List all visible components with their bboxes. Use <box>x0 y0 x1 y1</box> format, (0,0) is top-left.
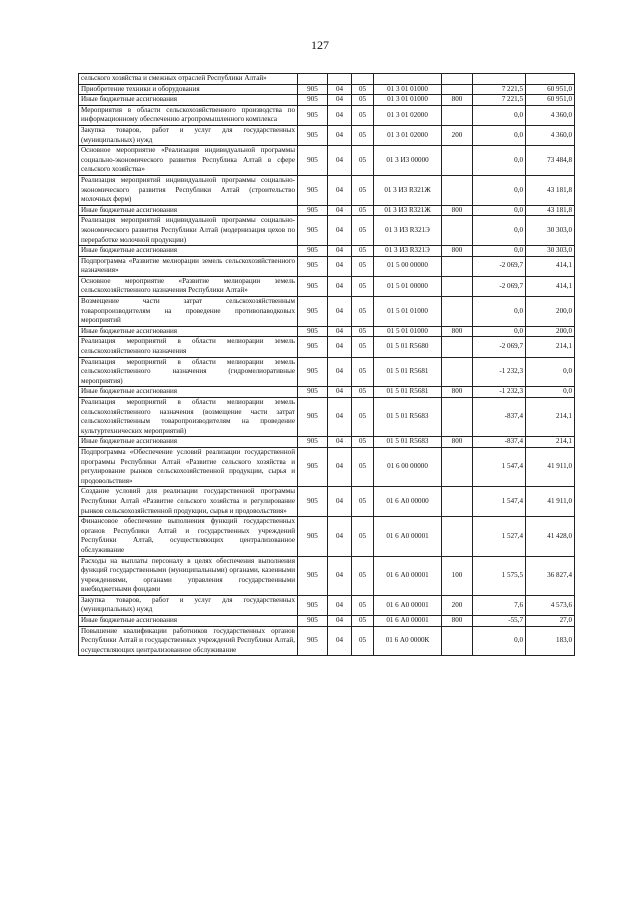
target-article-code: 01 5 01 00000 <box>374 276 442 296</box>
expense-type-code: 100 <box>442 556 473 595</box>
amount-total: 41 428,0 <box>526 517 575 556</box>
target-article-code: 01 6 А0 00001 <box>374 517 442 556</box>
amount-total: 36 827,4 <box>526 556 575 595</box>
expense-name: Иные бюджетные ассигнования <box>79 326 298 337</box>
table-row <box>79 595 575 615</box>
amount-total: 214,1 <box>526 398 575 437</box>
expense-type-code <box>442 357 473 387</box>
subsection-code: 05 <box>352 337 374 357</box>
table-row <box>79 398 575 437</box>
expense-type-code <box>442 256 473 276</box>
amount-total: 4 360,0 <box>526 125 575 145</box>
target-article-code: 01 3 И3 R321Э <box>374 216 442 246</box>
expense-type-code: 800 <box>442 246 473 257</box>
target-article-code: 01 6 00 00000 <box>374 447 442 486</box>
subsection-code: 05 <box>352 595 374 615</box>
section-code: 04 <box>328 105 352 125</box>
amount-change: 1 547,4 <box>473 447 526 486</box>
table-row <box>79 326 575 337</box>
amount-change: 0,0 <box>473 297 526 327</box>
amount-change: -2 069,7 <box>473 256 526 276</box>
target-article-code: 01 6 А0 0000К <box>374 626 442 656</box>
amount-total: 200,0 <box>526 326 575 337</box>
table-row <box>79 216 575 246</box>
section-code: 04 <box>328 447 352 486</box>
expense-name: Финансовое обеспечение выполнения функций государственных органов Республики Алтай и государственных учреждений Республики Алтай, осуществляющих централизованное обслуживание <box>79 517 298 556</box>
ministry-code: 905 <box>298 105 328 125</box>
target-article-code: 01 3 01 02000 <box>374 105 442 125</box>
section-code: 04 <box>328 337 352 357</box>
target-article-code: 01 3 01 02000 <box>374 125 442 145</box>
expense-type-code <box>442 175 473 205</box>
amount-total: 27,0 <box>526 616 575 627</box>
expense-name: Иные бюджетные ассигнования <box>79 387 298 398</box>
table-row <box>79 175 575 205</box>
ministry-code: 905 <box>298 146 328 176</box>
amount-change: 0,0 <box>473 105 526 125</box>
expense-type-code <box>442 517 473 556</box>
subsection-code: 05 <box>352 626 374 656</box>
ministry-code: 905 <box>298 175 328 205</box>
amount-change: 0,0 <box>473 246 526 257</box>
expense-name: Расходы на выплаты персоналу в целях обеспечения выполнения функций государственными (муниципальными) органами, казенными учреждениями, органами управления государственными внебюджетными фондами <box>79 556 298 595</box>
expense-name: Повышение квалификации работников государственных органов Республики Алтай и государственных учреждений Республики Алтай, осуществляющих централизованное обслуживание <box>79 626 298 656</box>
amount-total: 41 911,0 <box>526 487 575 517</box>
subsection-code: 05 <box>352 105 374 125</box>
expense-name: Закупка товаров, работ и услуг для государственных (муниципальных) нужд <box>79 125 298 145</box>
ministry-code: 905 <box>298 276 328 296</box>
subsection-code: 05 <box>352 398 374 437</box>
expense-name: Реализация мероприятий индивидуальной программы социально-экономического развития Республики Алтай (модернизация цехов по переработке молочной продукции) <box>79 216 298 246</box>
ministry-code: 905 <box>298 387 328 398</box>
amount-total: 214,1 <box>526 337 575 357</box>
amount-change: 0,0 <box>473 125 526 145</box>
amount-total: 30 303,0 <box>526 246 575 257</box>
amount-total: 43 181,8 <box>526 175 575 205</box>
ministry-code: 905 <box>298 616 328 627</box>
ministry-code: 905 <box>298 517 328 556</box>
table-row <box>79 297 575 327</box>
expense-type-code: 800 <box>442 387 473 398</box>
table-row <box>79 276 575 296</box>
amount-total: 414,1 <box>526 256 575 276</box>
amount-total: 4 573,6 <box>526 595 575 615</box>
target-article-code: 01 6 А0 00000 <box>374 487 442 517</box>
subsection-code: 05 <box>352 175 374 205</box>
amount-total: 43 181,8 <box>526 205 575 216</box>
amount-change: 0,0 <box>473 146 526 176</box>
table-row <box>79 616 575 627</box>
expense-name: Иные бюджетные ассигнования <box>79 246 298 257</box>
amount-total: 183,0 <box>526 626 575 656</box>
expense-type-code: 200 <box>442 595 473 615</box>
expense-type-code: 800 <box>442 326 473 337</box>
amount-total: 200,0 <box>526 297 575 327</box>
expense-type-code: 800 <box>442 437 473 448</box>
target-article-code: 01 5 01 01000 <box>374 297 442 327</box>
expense-type-code <box>442 337 473 357</box>
subsection-code: 05 <box>352 326 374 337</box>
section-code: 04 <box>328 205 352 216</box>
section-code: 04 <box>328 357 352 387</box>
section-code: 04 <box>328 125 352 145</box>
target-article-code: 01 3 01 01000 <box>374 95 442 106</box>
expense-name: Основное мероприятие «Реализация индивидуальной программы социально-экономического развития Республика Алтай в сфере сельского хозяйства» <box>79 146 298 176</box>
table-row <box>79 125 575 145</box>
ministry-code: 905 <box>298 595 328 615</box>
subsection-code: 05 <box>352 517 374 556</box>
amount-total: 41 911,0 <box>526 447 575 486</box>
target-article-code: 01 5 01 01000 <box>374 326 442 337</box>
ministry-code: 905 <box>298 556 328 595</box>
expense-name: Мероприятия в области сельскохозяйственного производства по информационному обеспечению агропромышленного комплекса <box>79 105 298 125</box>
subsection-code: 05 <box>352 256 374 276</box>
table-row <box>79 256 575 276</box>
expense-type-code <box>442 276 473 296</box>
amount-change: 0,0 <box>473 216 526 246</box>
amount-total: 60 951,0 <box>526 95 575 106</box>
expense-name: сельского хозяйства и смежных отраслей Республики Алтай» <box>79 74 298 85</box>
amount-change: -837,4 <box>473 437 526 448</box>
table-row <box>79 246 575 257</box>
section-code: 04 <box>328 616 352 627</box>
section-code: 04 <box>328 387 352 398</box>
subsection-code: 05 <box>352 387 374 398</box>
section-code: 04 <box>328 216 352 246</box>
expense-type-code: 200 <box>442 125 473 145</box>
ministry-code: 905 <box>298 437 328 448</box>
ministry-code: 905 <box>298 246 328 257</box>
section-code: 04 <box>328 256 352 276</box>
table-row <box>79 205 575 216</box>
ministry-code: 905 <box>298 326 328 337</box>
ministry-code: 905 <box>298 626 328 656</box>
subsection-code: 05 <box>352 447 374 486</box>
target-article-code: 01 6 А0 00001 <box>374 595 442 615</box>
table-row <box>79 357 575 387</box>
target-article-code <box>374 74 442 85</box>
page-number: 127 <box>311 38 329 52</box>
section-code: 04 <box>328 175 352 205</box>
section-code: 04 <box>328 487 352 517</box>
section-code: 04 <box>328 626 352 656</box>
table-row <box>79 626 575 656</box>
table-row <box>79 447 575 486</box>
table-row <box>79 337 575 357</box>
target-article-code: 01 5 01 R5680 <box>374 337 442 357</box>
section-code: 04 <box>328 595 352 615</box>
ministry-code <box>298 74 328 85</box>
target-article-code: 01 5 01 R5681 <box>374 357 442 387</box>
amount-change: -837,4 <box>473 398 526 437</box>
expense-name: Подпрограмма «Развитие мелиорации земель сельскохозяйственного назначения» <box>79 256 298 276</box>
amount-total: 214,1 <box>526 437 575 448</box>
subsection-code: 05 <box>352 246 374 257</box>
expense-name: Основное мероприятие «Развитие мелиорации земель сельскохозяйственного назначения Республики Алтай» <box>79 276 298 296</box>
section-code: 04 <box>328 84 352 95</box>
subsection-code: 05 <box>352 437 374 448</box>
ministry-code: 905 <box>298 205 328 216</box>
section-code: 04 <box>328 556 352 595</box>
subsection-code: 05 <box>352 276 374 296</box>
expense-name: Приобретение техники и оборудования <box>79 84 298 95</box>
section-code: 04 <box>328 297 352 327</box>
table-row <box>79 387 575 398</box>
amount-total: 0,0 <box>526 387 575 398</box>
subsection-code: 05 <box>352 95 374 106</box>
target-article-code: 01 3 И3 R321Ж <box>374 175 442 205</box>
amount-change: -55,7 <box>473 616 526 627</box>
amount-change: 0,0 <box>473 205 526 216</box>
amount-total: 30 303,0 <box>526 216 575 246</box>
expense-name: Закупка товаров, работ и услуг для государственных (муниципальных) нужд <box>79 595 298 615</box>
subsection-code: 05 <box>352 146 374 176</box>
amount-change: 7,6 <box>473 595 526 615</box>
amount-change: 1 547,4 <box>473 487 526 517</box>
ministry-code: 905 <box>298 216 328 246</box>
subsection-code <box>352 74 374 85</box>
ministry-code: 905 <box>298 447 328 486</box>
subsection-code: 05 <box>352 84 374 95</box>
amount-total: 4 360,0 <box>526 105 575 125</box>
target-article-code: 01 3 И3 R321Ж <box>374 205 442 216</box>
ministry-code: 905 <box>298 84 328 95</box>
section-code: 04 <box>328 326 352 337</box>
expense-name: Иные бюджетные ассигнования <box>79 205 298 216</box>
subsection-code: 05 <box>352 297 374 327</box>
ministry-code: 905 <box>298 487 328 517</box>
subsection-code: 05 <box>352 487 374 517</box>
amount-change: -2 069,7 <box>473 337 526 357</box>
table-row <box>79 517 575 556</box>
section-code <box>328 74 352 85</box>
amount-total <box>526 74 575 85</box>
target-article-code: 01 6 А0 00001 <box>374 556 442 595</box>
expense-name: Иные бюджетные ассигнования <box>79 95 298 106</box>
amount-total: 60 951,0 <box>526 84 575 95</box>
amount-change: 7 221,5 <box>473 84 526 95</box>
amount-change: 1 575,5 <box>473 556 526 595</box>
budget-table-body <box>79 74 575 656</box>
target-article-code: 01 3 01 01000 <box>374 84 442 95</box>
expense-name: Реализация мероприятий в области мелиорации земель сельскохозяйственного назначения (возмещение части затрат сельскохозяйственным товаропроизводителям на проведение культуртехнических мероприятий) <box>79 398 298 437</box>
expense-name: Подпрограмма «Обеспечение условий реализации государственной программы Республики Алтай «Развитие сельского хозяйства и регулирование рынков сельскохозяйственной продукции, сырья и продовольствия» <box>79 447 298 486</box>
amount-change <box>473 74 526 85</box>
ministry-code: 905 <box>298 95 328 106</box>
subsection-code: 05 <box>352 125 374 145</box>
amount-change: 0,0 <box>473 326 526 337</box>
expense-type-code <box>442 74 473 85</box>
target-article-code: 01 3 И3 R321Э <box>374 246 442 257</box>
subsection-code: 05 <box>352 205 374 216</box>
ministry-code: 905 <box>298 398 328 437</box>
expense-type-code <box>442 487 473 517</box>
table-row <box>79 95 575 106</box>
subsection-code: 05 <box>352 216 374 246</box>
table-row <box>79 556 575 595</box>
target-article-code: 01 5 00 00000 <box>374 256 442 276</box>
subsection-code: 05 <box>352 616 374 627</box>
section-code: 04 <box>328 437 352 448</box>
subsection-code: 05 <box>352 357 374 387</box>
expense-name: Создание условий для реализации государственной программы Республики Алтай «Развитие сельского хозяйства и регулирование рынков сельскохозяйственной продукции, сырья и продовольствия» <box>79 487 298 517</box>
expense-name: Реализация мероприятий в области мелиорации земель сельскохозяйственного назначения <box>79 337 298 357</box>
section-code: 04 <box>328 276 352 296</box>
expense-type-code <box>442 297 473 327</box>
expense-type-code: 800 <box>442 205 473 216</box>
expense-type-code: 800 <box>442 95 473 106</box>
target-article-code: 01 5 01 R5683 <box>374 398 442 437</box>
expense-type-code <box>442 398 473 437</box>
ministry-code: 905 <box>298 125 328 145</box>
amount-total: 73 484,8 <box>526 146 575 176</box>
budget-table <box>78 73 575 656</box>
section-code: 04 <box>328 398 352 437</box>
ministry-code: 905 <box>298 256 328 276</box>
amount-total: 414,1 <box>526 276 575 296</box>
amount-change: 7 221,5 <box>473 95 526 106</box>
expense-name: Иные бюджетные ассигнования <box>79 437 298 448</box>
expense-type-code <box>442 105 473 125</box>
amount-change: -1 232,3 <box>473 387 526 398</box>
table-row <box>79 437 575 448</box>
table-row <box>79 146 575 176</box>
table-row <box>79 84 575 95</box>
expense-name: Реализация мероприятий индивидуальной программы социально-экономического развития Республики Алтай (строительство молочных ферм) <box>79 175 298 205</box>
expense-type-code: 800 <box>442 616 473 627</box>
ministry-code: 905 <box>298 357 328 387</box>
amount-total: 0,0 <box>526 357 575 387</box>
target-article-code: 01 6 А0 00001 <box>374 616 442 627</box>
expense-type-code <box>442 146 473 176</box>
expense-type-code <box>442 447 473 486</box>
amount-change: 1 527,4 <box>473 517 526 556</box>
target-article-code: 01 5 01 R5681 <box>374 387 442 398</box>
section-code: 04 <box>328 246 352 257</box>
ministry-code: 905 <box>298 337 328 357</box>
amount-change: -2 069,7 <box>473 276 526 296</box>
expense-name: Иные бюджетные ассигнования <box>79 616 298 627</box>
target-article-code: 01 3 И3 00000 <box>374 146 442 176</box>
expense-type-code <box>442 626 473 656</box>
expense-type-code <box>442 84 473 95</box>
amount-change: 0,0 <box>473 175 526 205</box>
expense-type-code <box>442 216 473 246</box>
amount-change: 0,0 <box>473 626 526 656</box>
section-code: 04 <box>328 146 352 176</box>
ministry-code: 905 <box>298 297 328 327</box>
table-row <box>79 105 575 125</box>
subsection-code: 05 <box>352 556 374 595</box>
expense-name: Возмещение части затрат сельскохозяйственным товаропроизводителям на проведение противопаводковых мероприятий <box>79 297 298 327</box>
section-code: 04 <box>328 95 352 106</box>
amount-change: -1 232,3 <box>473 357 526 387</box>
expense-name: Реализация мероприятий в области мелиорации земель сельскохозяйственного назначения (гидромелиоративные мероприятия) <box>79 357 298 387</box>
section-code: 04 <box>328 517 352 556</box>
target-article-code: 01 5 01 R5683 <box>374 437 442 448</box>
table-row <box>79 74 575 85</box>
table-row <box>79 487 575 517</box>
